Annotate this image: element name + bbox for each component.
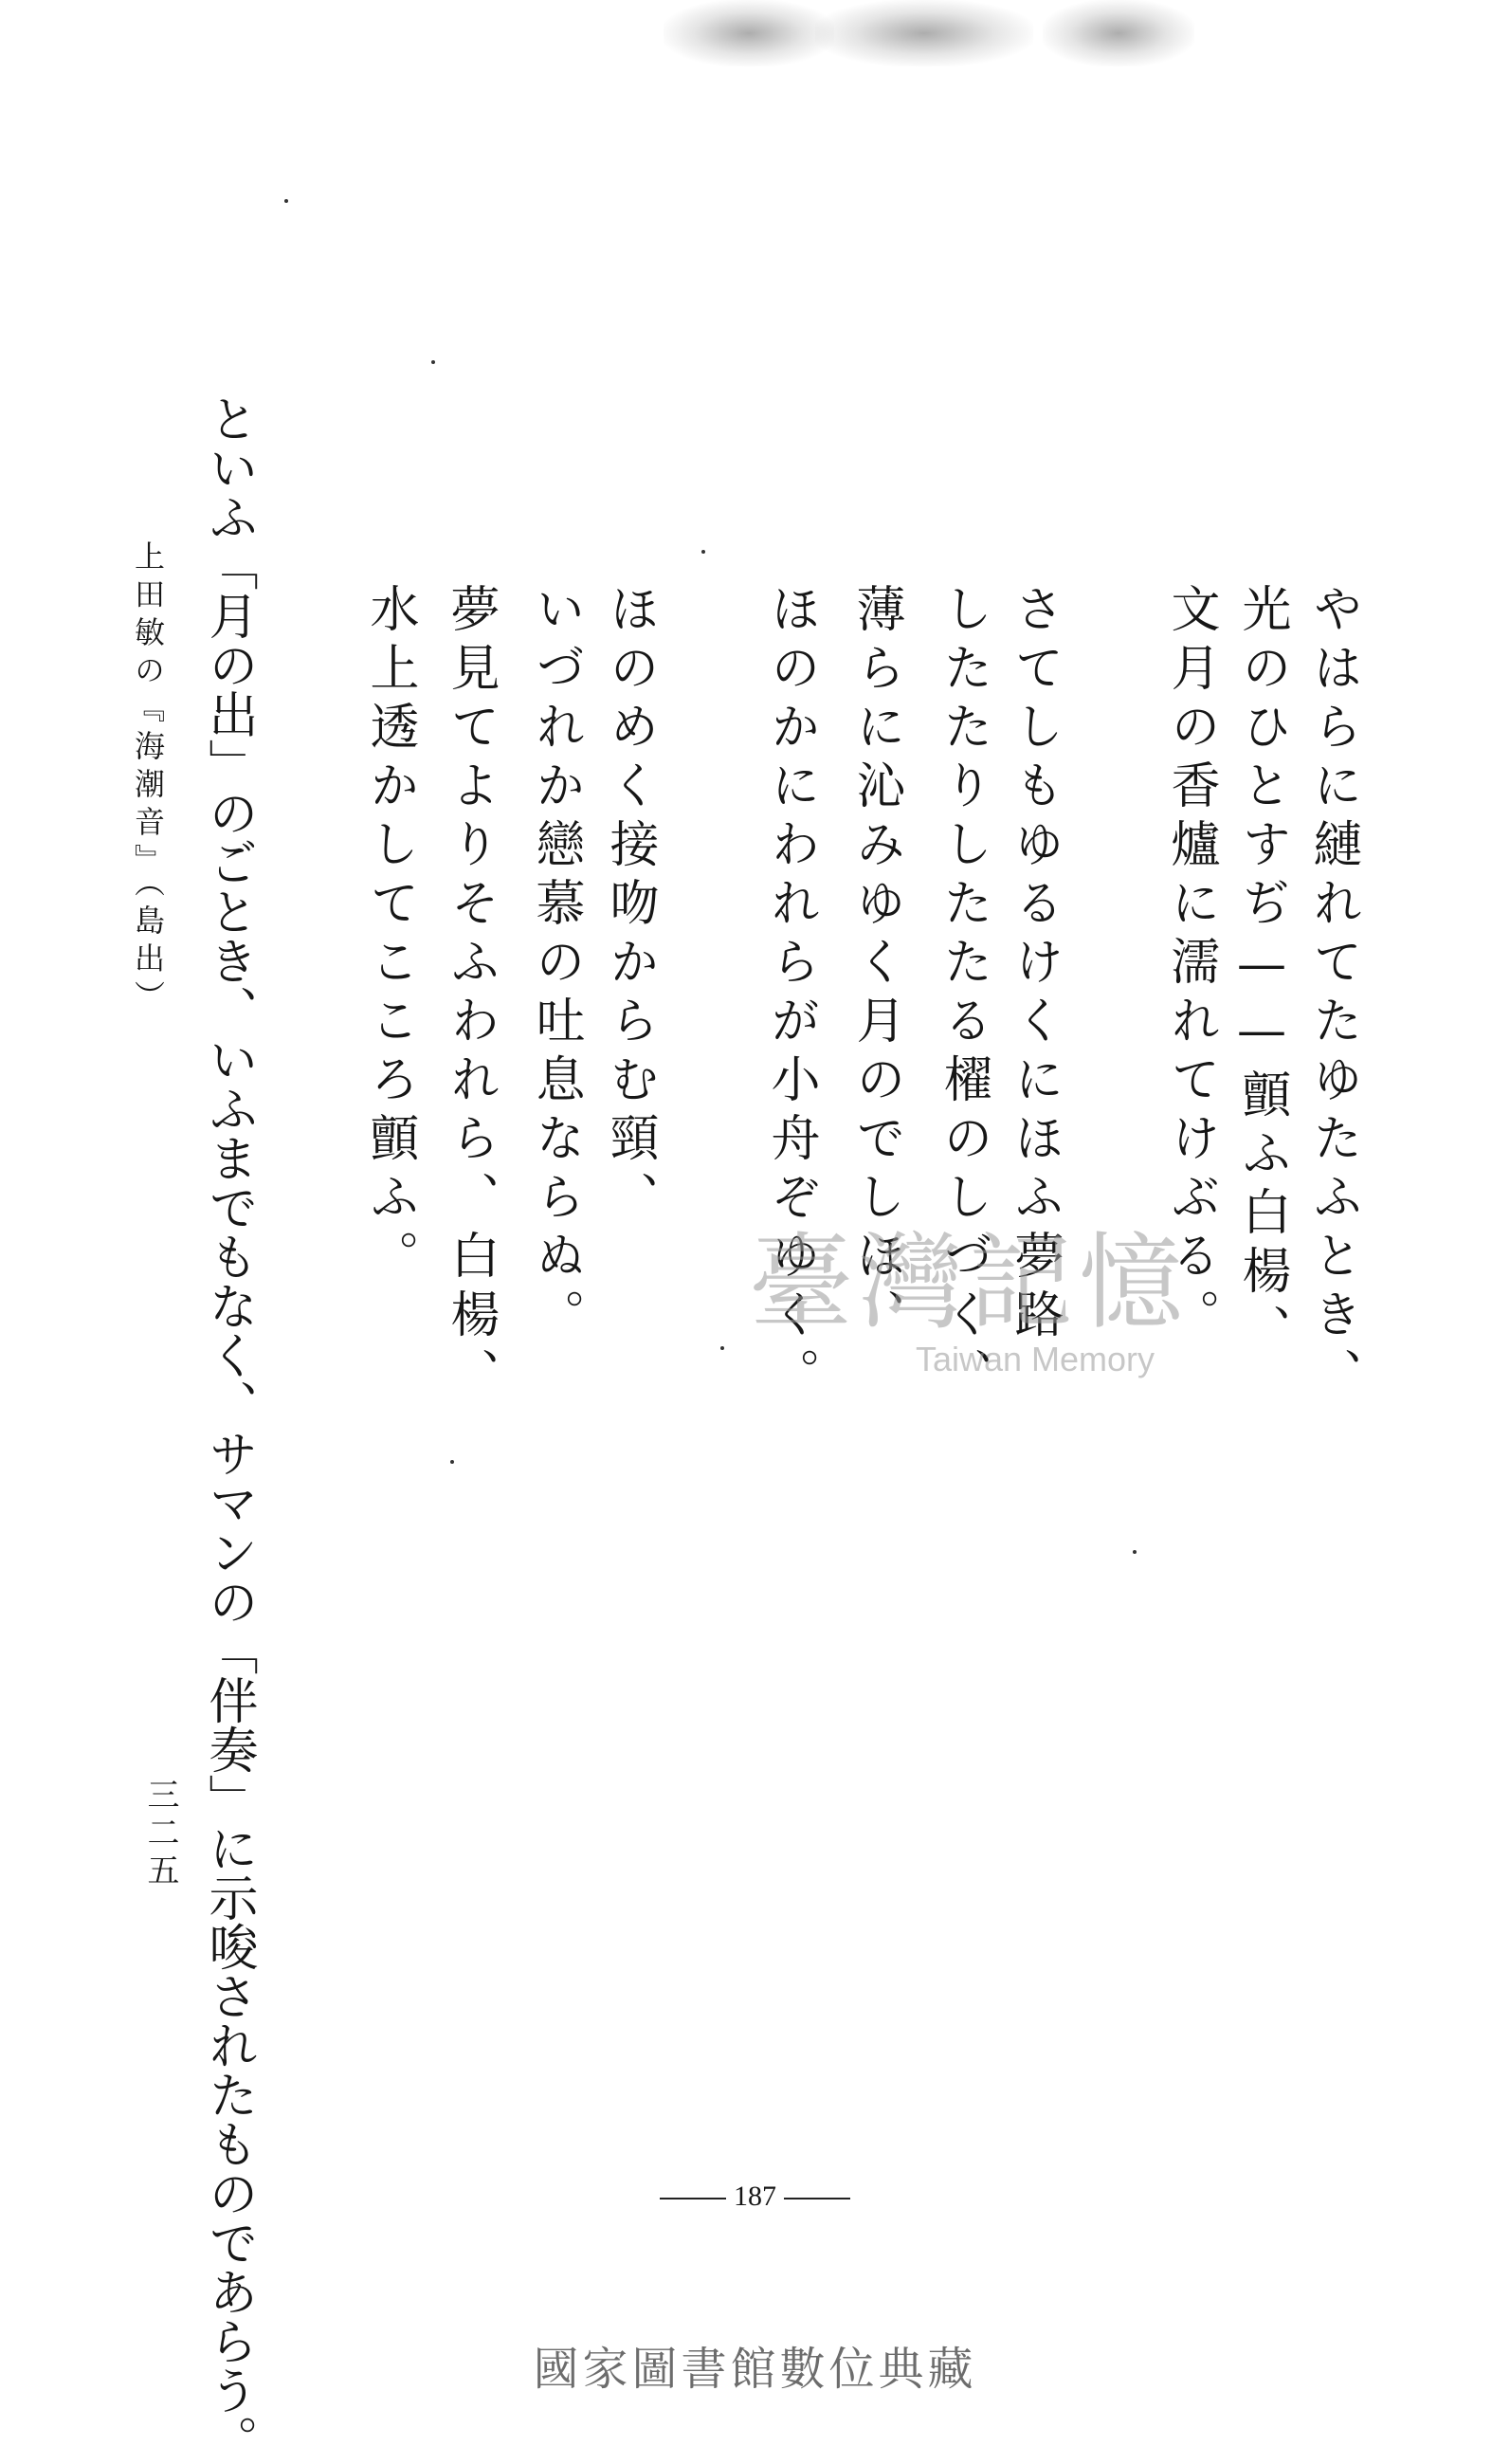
- scan-speck: [284, 199, 288, 203]
- poem-line: いづれか戀慕の吐息ならぬ。: [527, 583, 584, 1347]
- poem-line: ほのかにわれらが小舟ぞゆく。: [762, 583, 819, 1406]
- scan-speck: [1133, 1550, 1137, 1554]
- dash-left: [660, 2198, 726, 2199]
- page-number-text: 187: [734, 2181, 776, 2212]
- scan-smudge: [664, 0, 834, 66]
- watermark-logo-text: 臺灣記憶: [749, 1222, 1189, 1343]
- scan-speck: [450, 1460, 454, 1464]
- poem-line: 夢見てよりそふわれら、白楊、: [442, 583, 499, 1406]
- poem-line: 薄らに沁みゆく月のでしほ、: [847, 583, 904, 1347]
- scan-speck: [701, 550, 705, 554]
- watermark-english: Taiwan Memory: [915, 1340, 1155, 1378]
- library-footer: 國家圖書館數位典藏: [533, 2343, 977, 2396]
- dash-right: [784, 2198, 850, 2199]
- scan-smudge: [1043, 0, 1194, 66]
- page-number: [0, 2181, 1510, 2213]
- scan-speck: [720, 1346, 724, 1350]
- poem-line: 文月の香爐に濡れてけぶる。: [1162, 583, 1219, 1347]
- poem-line: したたりしたたる櫂のしづく、: [935, 583, 992, 1406]
- poem-line: さてしもゆるけくにほふ夢路: [1006, 583, 1063, 1347]
- scan-speck: [431, 360, 435, 364]
- poem-line: やはらに縺れてたゆたふとき、: [1304, 583, 1361, 1406]
- poem-line: ほのめく接吻からむ頸、: [601, 583, 658, 1230]
- watermark: [749, 1199, 1189, 1379]
- folio-number: 三二五: [141, 1778, 179, 1891]
- commentary-line: といふ「月の出」のごとき、いふまでもなく、サマンの「伴奏」に示唆されたものであらう。: [200, 393, 257, 2464]
- poem-line: 水上透かしてこころ顫ふ。: [361, 583, 418, 1288]
- poem-line: 光のひとすぢ——顫ふ白楊、: [1233, 583, 1290, 1362]
- running-head: 上田敏の『海潮音』（島出）: [130, 540, 166, 1018]
- scan-smudge: [815, 0, 1033, 66]
